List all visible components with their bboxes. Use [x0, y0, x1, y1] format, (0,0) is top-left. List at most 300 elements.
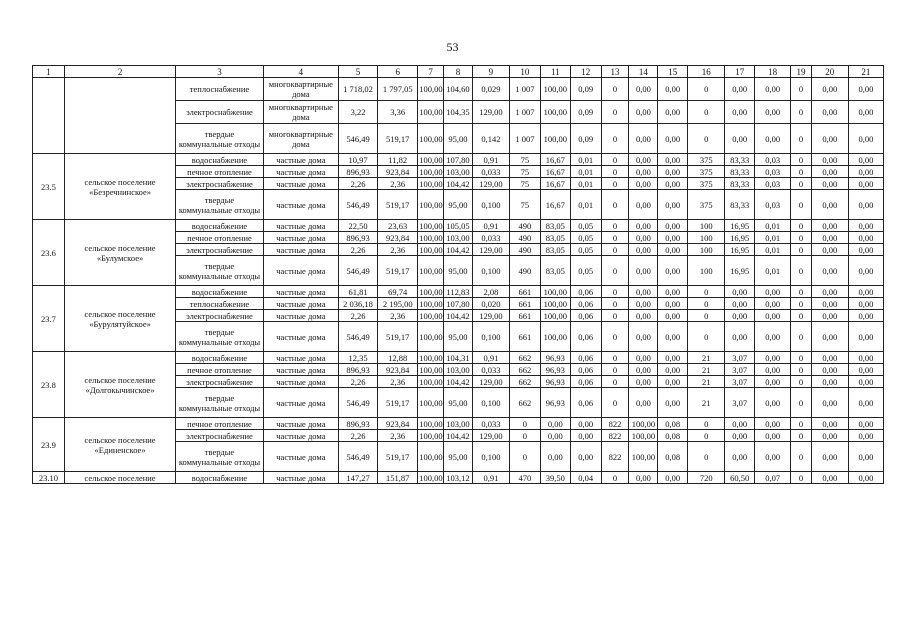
column-header-15: 15 — [658, 66, 688, 78]
value-cell-col-10: 661 — [509, 310, 540, 322]
value-cell-col-6: 923,84 — [378, 232, 418, 244]
housing-type: частные дома — [263, 256, 338, 286]
value-cell-col-18: 0,00 — [755, 388, 791, 418]
value-cell-col-19: 0 — [791, 376, 812, 388]
value-cell-col-12: 0,05 — [570, 244, 601, 256]
value-cell-col-15: 0,08 — [658, 418, 688, 430]
value-cell-col-11: 96,93 — [540, 388, 570, 418]
value-cell-col-14: 0,00 — [629, 286, 658, 298]
value-cell-col-13: 0 — [601, 388, 629, 418]
value-cell-col-21: 0,00 — [848, 256, 883, 286]
value-cell-col-10: 75 — [509, 154, 540, 166]
value-cell-col-19: 0 — [791, 298, 812, 310]
value-cell-col-17: 16,95 — [725, 220, 755, 232]
value-cell-col-16: 21 — [688, 388, 725, 418]
value-cell-col-6: 519,17 — [378, 124, 418, 154]
value-cell-col-8: 112,83 — [444, 286, 473, 298]
value-cell-col-15: 0,00 — [658, 232, 688, 244]
value-cell-col-18: 0,03 — [755, 190, 791, 220]
service-type: твердые коммунальные отходы — [176, 190, 264, 220]
housing-type: частные дома — [263, 388, 338, 418]
value-cell-col-13: 822 — [601, 430, 629, 442]
value-cell-col-14: 0,00 — [629, 166, 658, 178]
value-cell-col-21: 0,00 — [848, 376, 883, 388]
value-cell-col-10: 470 — [509, 472, 540, 484]
value-cell-col-14: 100,00 — [629, 442, 658, 472]
column-header-4: 4 — [263, 66, 338, 78]
value-cell-col-14: 0,00 — [629, 376, 658, 388]
value-cell-col-20: 0,00 — [811, 190, 848, 220]
value-cell-col-10: 490 — [509, 256, 540, 286]
value-cell-col-21: 0,00 — [848, 190, 883, 220]
value-cell-col-11: 100,00 — [540, 322, 570, 352]
value-cell-col-17: 0,00 — [725, 310, 755, 322]
column-header-14: 14 — [629, 66, 658, 78]
value-cell-col-14: 0,00 — [629, 244, 658, 256]
value-cell-col-8: 103,12 — [444, 472, 473, 484]
housing-type: частные дома — [263, 364, 338, 376]
value-cell-col-21: 0,00 — [848, 78, 883, 101]
value-cell-col-20: 0,00 — [811, 310, 848, 322]
value-cell-col-20: 0,00 — [811, 472, 848, 484]
value-cell-col-18: 0,03 — [755, 154, 791, 166]
value-cell-col-19: 0 — [791, 430, 812, 442]
value-cell-col-8: 103,00 — [444, 364, 473, 376]
value-cell-col-12: 0,06 — [570, 322, 601, 352]
value-cell-col-5: 22,50 — [338, 220, 377, 232]
value-cell-col-7: 100,00 — [418, 78, 444, 101]
service-type: твердые коммунальные отходы — [176, 388, 264, 418]
housing-type: частные дома — [263, 286, 338, 298]
value-cell-col-7: 100,00 — [419, 298, 443, 309]
value-cell-col-17: 16,95 — [725, 232, 755, 244]
value-cell-col-21: 0,00 — [848, 244, 883, 256]
value-cell-col-17: 3,07 — [725, 376, 755, 388]
service-type: печное отопление — [176, 166, 264, 178]
value-cell-col-16: 375 — [688, 154, 725, 166]
value-cell-col-15: 0,00 — [658, 298, 688, 310]
value-cell-col-9: 0,033 — [472, 232, 509, 244]
value-cell-col-18: 0,00 — [755, 286, 791, 298]
service-type: твердые коммунальные отходы — [176, 256, 264, 286]
value-cell-col-12: 0,06 — [570, 388, 601, 418]
value-cell-col-7: 100,00 — [419, 178, 443, 189]
table-row — [33, 472, 884, 484]
tariff-table — [32, 65, 884, 484]
value-cell-col-5: 546,49 — [338, 322, 377, 352]
value-cell-col-17: 3,07 — [725, 352, 755, 364]
housing-type: многоквартирные дома — [263, 124, 338, 154]
row-number: 23.10 — [33, 472, 65, 484]
housing-type: частные дома — [263, 154, 338, 166]
value-cell-col-17: 83,33 — [725, 178, 755, 190]
value-cell-col-19: 0 — [791, 190, 812, 220]
value-cell-col-21: 0,00 — [848, 310, 883, 322]
value-cell-col-8: 95,00 — [444, 256, 473, 286]
value-cell-col-15: 0,00 — [658, 154, 688, 166]
value-cell-col-5: 147,27 — [338, 472, 377, 484]
value-cell-col-19: 0 — [791, 256, 812, 286]
value-cell-col-5: 896,93 — [338, 418, 377, 430]
value-cell-col-11: 83,05 — [540, 256, 570, 286]
value-cell-col-9: 0,91 — [472, 154, 509, 166]
value-cell-col-16: 0 — [688, 124, 725, 154]
value-cell-col-21: 0,00 — [848, 322, 883, 352]
value-cell-col-8: 103,00 — [444, 166, 473, 178]
value-cell-col-12: 0,09 — [570, 124, 601, 154]
value-cell-col-12: 0,01 — [570, 154, 601, 166]
value-cell-col-7: 100,00 — [418, 124, 444, 154]
value-cell-col-6: 11,82 — [378, 154, 418, 166]
value-cell-col-14: 0,00 — [629, 178, 658, 190]
column-header-1: 1 — [33, 66, 65, 78]
value-cell-col-18: 0,00 — [755, 442, 791, 472]
housing-type: частные дома — [263, 418, 338, 430]
value-cell-col-6: 2 195,00 — [378, 298, 418, 310]
value-cell-col-18: 0,00 — [755, 430, 791, 442]
value-cell-col-19: 0 — [791, 78, 812, 101]
value-cell-col-5: 61,81 — [338, 286, 377, 298]
value-cell-col-19: 0 — [791, 244, 812, 256]
value-cell-col-12: 0,06 — [570, 298, 601, 310]
value-cell-col-17: 83,33 — [725, 190, 755, 220]
table-row — [33, 286, 884, 298]
value-cell-col-13: 822 — [601, 442, 629, 472]
service-type: твердые коммунальные отходы — [176, 124, 264, 154]
value-cell-col-13: 0 — [601, 376, 629, 388]
value-cell-col-16: 21 — [688, 376, 725, 388]
value-cell-col-11: 96,93 — [540, 352, 570, 364]
value-cell-col-7: 100,00 — [419, 364, 443, 375]
value-cell-col-16: 0 — [688, 298, 725, 310]
value-cell-col-7: 100,00 — [419, 166, 443, 177]
value-cell-col-8: 104,42 — [444, 310, 473, 322]
value-cell-col-15: 0,00 — [658, 472, 688, 484]
value-cell-col-21: 0,00 — [848, 286, 883, 298]
value-cell-col-16: 100 — [688, 256, 725, 286]
housing-type: многоквартирные дома — [263, 78, 338, 101]
value-cell-col-12: 0,05 — [570, 232, 601, 244]
value-cell-col-8: 105,05 — [444, 220, 473, 232]
value-cell-col-15: 0,00 — [658, 286, 688, 298]
value-cell-col-20: 0,00 — [811, 298, 848, 310]
value-cell-col-6: 519,17 — [378, 388, 418, 418]
value-cell-col-19: 0 — [791, 101, 812, 124]
service-type: водоснабжение — [176, 220, 264, 232]
column-header-3: 3 — [176, 66, 264, 78]
table-row — [33, 220, 884, 232]
value-cell-col-12: 0,01 — [570, 166, 601, 178]
value-cell-col-15: 0,00 — [658, 376, 688, 388]
value-cell-col-21: 0,00 — [848, 418, 883, 430]
column-header-9: 9 — [472, 66, 509, 78]
value-cell-col-5: 10,97 — [338, 154, 377, 166]
value-cell-col-12: 0,09 — [570, 78, 601, 101]
value-cell-col-8: 95,00 — [444, 388, 473, 418]
value-cell-col-7: 100,00 — [418, 442, 444, 472]
value-cell-col-16: 0 — [688, 442, 725, 472]
value-cell-col-16: 375 — [688, 190, 725, 220]
value-cell-col-12: 0,06 — [570, 286, 601, 298]
value-cell-col-20: 0,00 — [811, 178, 848, 190]
value-cell-col-13: 0 — [601, 310, 629, 322]
value-cell-col-11: 100,00 — [540, 78, 570, 101]
value-cell-col-11: 100,00 — [540, 310, 570, 322]
value-cell-col-21: 0,00 — [848, 154, 883, 166]
column-header-21: 21 — [848, 66, 883, 78]
value-cell-col-17: 0,00 — [725, 101, 755, 124]
service-type: твердые коммунальные отходы — [176, 442, 264, 472]
value-cell-col-13: 0 — [601, 298, 629, 310]
housing-type: частные дома — [263, 232, 338, 244]
service-type: печное отопление — [176, 364, 264, 376]
value-cell-col-20: 0,00 — [811, 244, 848, 256]
value-cell-col-20: 0,00 — [811, 322, 848, 352]
value-cell-col-17: 0,00 — [725, 442, 755, 472]
row-number: 23.8 — [33, 352, 65, 418]
value-cell-col-12: 0,01 — [570, 178, 601, 190]
value-cell-col-16: 100 — [688, 232, 725, 244]
value-cell-col-17: 0,00 — [725, 78, 755, 101]
housing-type: частные дома — [263, 178, 338, 190]
value-cell-col-17: 0,00 — [725, 286, 755, 298]
value-cell-col-9: 0,100 — [472, 442, 509, 472]
value-cell-col-11: 100,00 — [540, 298, 570, 310]
value-cell-col-9: 0,033 — [472, 166, 509, 178]
housing-type: многоквартирные дома — [263, 101, 338, 124]
value-cell-col-7: 100,00 — [419, 232, 443, 243]
value-cell-col-6: 3,36 — [378, 101, 418, 124]
value-cell-col-19: 0 — [791, 286, 812, 298]
value-cell-col-12: 0,00 — [570, 430, 601, 442]
value-cell-col-9: 0,100 — [472, 322, 509, 352]
value-cell-col-15: 0,08 — [658, 430, 688, 442]
value-cell-col-8: 104,42 — [444, 244, 473, 256]
value-cell-col-8: 104,42 — [444, 178, 473, 190]
service-type: печное отопление — [176, 232, 264, 244]
settlement-name: сельское поселение «Булумское» — [64, 220, 175, 286]
value-cell-col-21: 0,00 — [848, 166, 883, 178]
value-cell-col-10: 662 — [509, 364, 540, 376]
value-cell-col-18: 0,00 — [755, 298, 791, 310]
value-cell-col-18: 0,00 — [755, 124, 791, 154]
value-cell-col-14: 0,00 — [629, 388, 658, 418]
value-cell-col-20: 0,00 — [811, 442, 848, 472]
value-cell-col-19: 0 — [791, 232, 812, 244]
value-cell-col-19: 0 — [791, 166, 812, 178]
service-type: электроснабжение — [176, 310, 264, 322]
value-cell-col-6: 519,17 — [378, 442, 418, 472]
value-cell-col-19: 0 — [791, 310, 812, 322]
value-cell-col-15: 0,00 — [658, 124, 688, 154]
value-cell-col-8: 107,80 — [444, 298, 473, 310]
value-cell-col-8: 95,00 — [444, 322, 473, 352]
value-cell-col-13: 0 — [601, 244, 629, 256]
value-cell-col-12: 0,00 — [570, 418, 601, 430]
service-type: теплоснабжение — [176, 78, 264, 101]
value-cell-col-17: 60,50 — [725, 472, 755, 484]
value-cell-col-16: 0 — [688, 418, 725, 430]
column-header-16: 16 — [688, 66, 725, 78]
column-header-17: 17 — [725, 66, 755, 78]
value-cell-col-20: 0,00 — [811, 286, 848, 298]
value-cell-col-11: 0,00 — [540, 430, 570, 442]
row-number: 23.6 — [33, 220, 65, 286]
value-cell-col-10: 0 — [509, 418, 540, 430]
value-cell-col-5: 546,49 — [338, 124, 377, 154]
housing-type: частные дома — [263, 298, 338, 310]
value-cell-col-6: 519,17 — [378, 190, 418, 220]
value-cell-col-20: 0,00 — [811, 352, 848, 364]
value-cell-col-15: 0,00 — [658, 310, 688, 322]
value-cell-col-15: 0,00 — [658, 78, 688, 101]
value-cell-col-11: 16,67 — [540, 154, 570, 166]
value-cell-col-11: 100,00 — [540, 286, 570, 298]
value-cell-col-12: 0,09 — [570, 101, 601, 124]
service-type: электроснабжение — [176, 430, 264, 442]
value-cell-col-19: 0 — [791, 220, 812, 232]
value-cell-col-15: 0,08 — [658, 442, 688, 472]
service-type: электроснабжение — [176, 244, 264, 256]
value-cell-col-10: 661 — [509, 298, 540, 310]
value-cell-col-6: 519,17 — [378, 256, 418, 286]
housing-type: частные дома — [263, 190, 338, 220]
value-cell-col-20: 0,00 — [811, 124, 848, 154]
value-cell-col-5: 3,22 — [338, 101, 377, 124]
column-header-11: 11 — [540, 66, 570, 78]
column-header-2: 2 — [64, 66, 175, 78]
value-cell-col-16: 0 — [688, 78, 725, 101]
value-cell-col-14: 100,00 — [629, 430, 658, 442]
value-cell-col-9: 0,100 — [472, 388, 509, 418]
value-cell-col-18: 0,03 — [755, 178, 791, 190]
column-header-7: 7 — [418, 66, 444, 78]
value-cell-col-19: 0 — [791, 472, 812, 484]
value-cell-col-20: 0,00 — [811, 418, 848, 430]
table-row — [33, 418, 884, 430]
value-cell-col-10: 0 — [509, 442, 540, 472]
value-cell-col-21: 0,00 — [848, 124, 883, 154]
column-header-20: 20 — [811, 66, 848, 78]
table-row — [33, 352, 884, 364]
value-cell-col-8: 104,60 — [444, 78, 473, 101]
value-cell-col-9: 0,100 — [472, 190, 509, 220]
value-cell-col-8: 104,42 — [444, 430, 473, 442]
value-cell-col-20: 0,00 — [811, 166, 848, 178]
value-cell-col-18: 0,00 — [755, 364, 791, 376]
value-cell-col-14: 0,00 — [629, 190, 658, 220]
value-cell-col-19: 0 — [791, 322, 812, 352]
value-cell-col-15: 0,00 — [658, 166, 688, 178]
value-cell-col-14: 0,00 — [629, 101, 658, 124]
column-header-13: 13 — [601, 66, 629, 78]
value-cell-col-16: 100 — [688, 244, 725, 256]
value-cell-col-13: 822 — [601, 418, 629, 430]
value-cell-col-9: 0,142 — [472, 124, 509, 154]
value-cell-col-20: 0,00 — [811, 78, 848, 101]
value-cell-col-5: 2,26 — [338, 244, 377, 256]
value-cell-col-7: 100,00 — [418, 256, 444, 286]
value-cell-col-7: 100,00 — [418, 101, 444, 124]
value-cell-col-12: 0,06 — [570, 352, 601, 364]
value-cell-col-14: 0,00 — [629, 364, 658, 376]
service-type: электроснабжение — [176, 101, 264, 124]
value-cell-col-17: 3,07 — [725, 364, 755, 376]
value-cell-col-13: 0 — [601, 352, 629, 364]
value-cell-col-8: 95,00 — [444, 190, 473, 220]
value-cell-col-18: 0,00 — [755, 418, 791, 430]
value-cell-col-17: 16,95 — [725, 256, 755, 286]
value-cell-col-16: 21 — [688, 352, 725, 364]
value-cell-col-12: 0,06 — [570, 310, 601, 322]
value-cell-col-6: 1 797,05 — [378, 78, 418, 101]
table-row — [33, 154, 884, 166]
value-cell-col-13: 0 — [601, 78, 629, 101]
value-cell-col-11: 83,05 — [540, 244, 570, 256]
value-cell-col-9: 0,029 — [472, 78, 509, 101]
value-cell-col-19: 0 — [791, 364, 812, 376]
value-cell-col-9: 129,00 — [472, 244, 509, 256]
value-cell-col-17: 0,00 — [725, 298, 755, 310]
value-cell-col-6: 2,36 — [378, 430, 418, 442]
value-cell-col-13: 0 — [601, 166, 629, 178]
value-cell-col-10: 1 007 — [509, 78, 540, 101]
value-cell-col-7: 100,00 — [419, 430, 443, 441]
value-cell-col-18: 0,03 — [755, 166, 791, 178]
value-cell-col-8: 103,00 — [444, 418, 473, 430]
value-cell-col-16: 0 — [688, 322, 725, 352]
value-cell-col-14: 0,00 — [629, 310, 658, 322]
value-cell-col-19: 0 — [791, 154, 812, 166]
value-cell-col-19: 0 — [791, 388, 812, 418]
value-cell-col-11: 39,50 — [540, 472, 570, 484]
value-cell-col-20: 0,00 — [811, 388, 848, 418]
value-cell-col-13: 0 — [601, 472, 629, 484]
value-cell-col-14: 0,00 — [629, 352, 658, 364]
value-cell-col-9: 0,033 — [472, 364, 509, 376]
value-cell-col-11: 16,67 — [540, 178, 570, 190]
value-cell-col-16: 0 — [688, 430, 725, 442]
value-cell-col-17: 83,33 — [725, 154, 755, 166]
value-cell-col-9: 0,033 — [472, 418, 509, 430]
service-type: твердые коммунальные отходы — [176, 322, 264, 352]
value-cell-col-16: 0 — [688, 286, 725, 298]
value-cell-col-6: 923,84 — [378, 364, 418, 376]
value-cell-col-7: 100,00 — [418, 388, 444, 418]
service-type: электроснабжение — [176, 376, 264, 388]
value-cell-col-21: 0,00 — [848, 430, 883, 442]
value-cell-col-9: 129,00 — [472, 178, 509, 190]
value-cell-col-15: 0,00 — [658, 190, 688, 220]
value-cell-col-15: 0,00 — [658, 256, 688, 286]
housing-type: частные дома — [263, 472, 338, 484]
service-type: водоснабжение — [176, 286, 264, 298]
page-number: 53 — [446, 40, 459, 54]
value-cell-col-6: 23,63 — [378, 220, 418, 232]
value-cell-col-18: 0,01 — [755, 220, 791, 232]
value-cell-col-6: 12,88 — [378, 352, 418, 364]
value-cell-col-21: 0,00 — [848, 442, 883, 472]
value-cell-col-5: 896,93 — [338, 364, 377, 376]
value-cell-col-7: 100,00 — [418, 190, 444, 220]
value-cell-col-14: 0,00 — [629, 124, 658, 154]
value-cell-col-10: 490 — [509, 232, 540, 244]
value-cell-col-17: 16,95 — [725, 244, 755, 256]
housing-type: частные дома — [263, 220, 338, 232]
column-header-19: 19 — [791, 66, 812, 78]
value-cell-col-18: 0,00 — [755, 78, 791, 101]
value-cell-col-6: 2,36 — [378, 244, 418, 256]
